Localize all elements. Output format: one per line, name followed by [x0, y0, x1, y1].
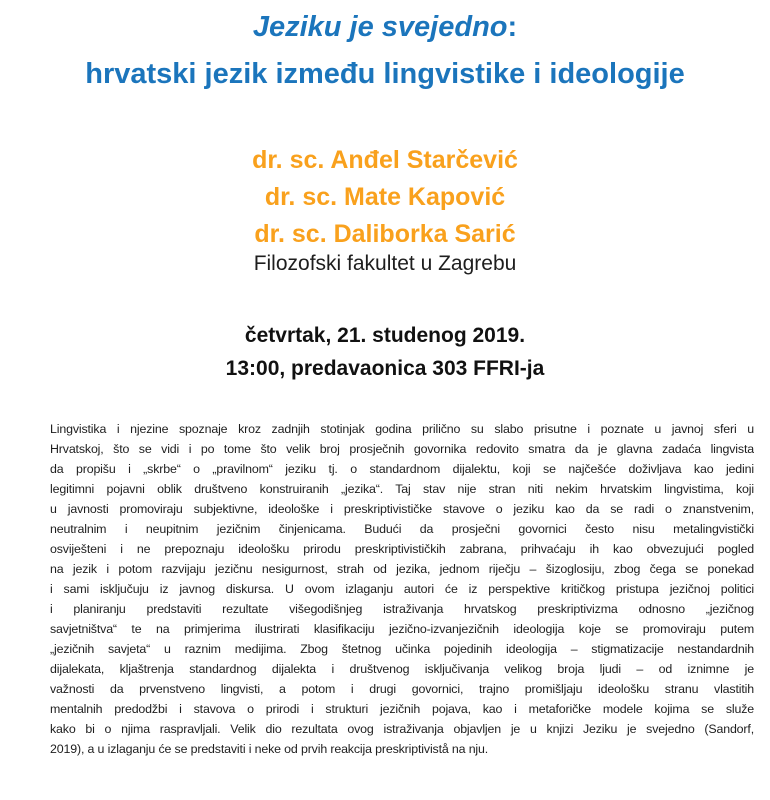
abstract-line: savjetništva“ te na primjerima ilustrirati klasifikaciju jezično-izvanjezičnih ideologija koje se promoviraju putem	[50, 622, 754, 636]
speaker-name: dr. sc. Daliborka Sarić	[254, 220, 516, 248]
abstract-line: dijalekata, kljaštrenja standardnog dijalekta i društvenog isključivanja velikog broja ljudi – od iznimne je	[50, 662, 754, 676]
affiliation: Filozofski fakultet u Zagrebu	[253, 252, 517, 275]
abstract-line: „jezičnih savjeta“ u raznim medijima. Zbog štetnog učinka pojedinih ideologija – stigmatizacije nestandardnih	[50, 642, 754, 656]
speakers-list	[0, 142, 770, 253]
abstract-line: i planiranju predstaviti rezultate višegodišnjeg istraživanja hrvatskog preskriptivizma odnosno „jezičnog	[50, 602, 754, 616]
event-time-location: 13:00, predavaonica 303 FFRI-ja	[225, 357, 545, 380]
abstract-line: 2019), a u izlaganju će se predstaviti i neke od prvih reakcija preskriptivistå na nju.	[50, 742, 489, 756]
abstract-line: Hrvatskoj, što se vidi i po tome što velik broj prosječnih govornika redovito smatra da je glavna zadaća lingvista	[50, 442, 754, 456]
abstract-line: u javnosti promoviraju subjektivne, ideološke i preskriptivističke stavove o jeziku kao da se radi o znanstvenim,	[50, 502, 754, 516]
abstract-paragraph	[0, 419, 770, 759]
abstract-line: i sami isključuju iz javnog diskursa. U ovom izlaganju autori će iz perspektive kritičkog pristupa jezičnoj politici	[50, 582, 754, 596]
abstract-line: da propišu i „skrbe“ o „pravilnom“ jeziku tj. o standardnom dijalektu, koji se najčešće doživljava kao jedini	[50, 462, 754, 476]
abstract-line: legitimni pojavni oblik društveno konstruiranih „jezika“. Taj stav nije stran niti nekim hrvatskim lingvistima, koji	[50, 482, 754, 496]
abstract-line: važnosti da prvenstveno lingvisti, a potom i drugi govornici, trajno promišljaju ideološku stranu vlastitih	[50, 682, 754, 696]
event-details	[0, 319, 770, 385]
abstract-line: kako bi o njima raspravljali. Velik dio rezultata ovog istraživanja objavljen je u knjizi Jeziku je svejedno (Sandorf,	[50, 722, 754, 736]
abstract-line: neutralnim i neupitnim jezičnim činjenicama. Budući da prosječni govornici često nisu metalingvistički	[50, 522, 754, 536]
talk-title-colon: :	[507, 11, 518, 43]
event-date: četvrtak, 21. studenog 2019.	[244, 324, 526, 347]
talk-subtitle: hrvatski jezik između lingvistike i ideologije	[85, 58, 685, 90]
abstract-line: mentalnih predodžbi i stavova o prirodi i strukturi jezičnih pojava, kao i metaforičke modele kojima se služe	[50, 702, 754, 716]
speaker-name: dr. sc. Mate Kapović	[264, 183, 506, 211]
talk-title-italic-text: Jeziku je svejedno	[252, 11, 508, 43]
abstract-line: na jezik i potom razvijaju jezičnu nesigurnost, strah od jezika, jednom riječju – šizoglosiju, zbog čega se ponekad	[50, 562, 754, 576]
abstract-line: osviješteni i ne prepoznaju ideološku prirodu preskriptivističkih zabrana, prihvaćaju ih kao obvezujući pogled	[50, 542, 754, 556]
talk-title	[0, 0, 770, 48]
abstract-line: Lingvistika i njezine spoznaje kroz zadnjih stotinjak godina prilično su slabo prisutne i poznate u javnoj sferi u	[50, 422, 754, 436]
speaker-name: dr. sc. Anđel Starčević	[252, 146, 518, 174]
